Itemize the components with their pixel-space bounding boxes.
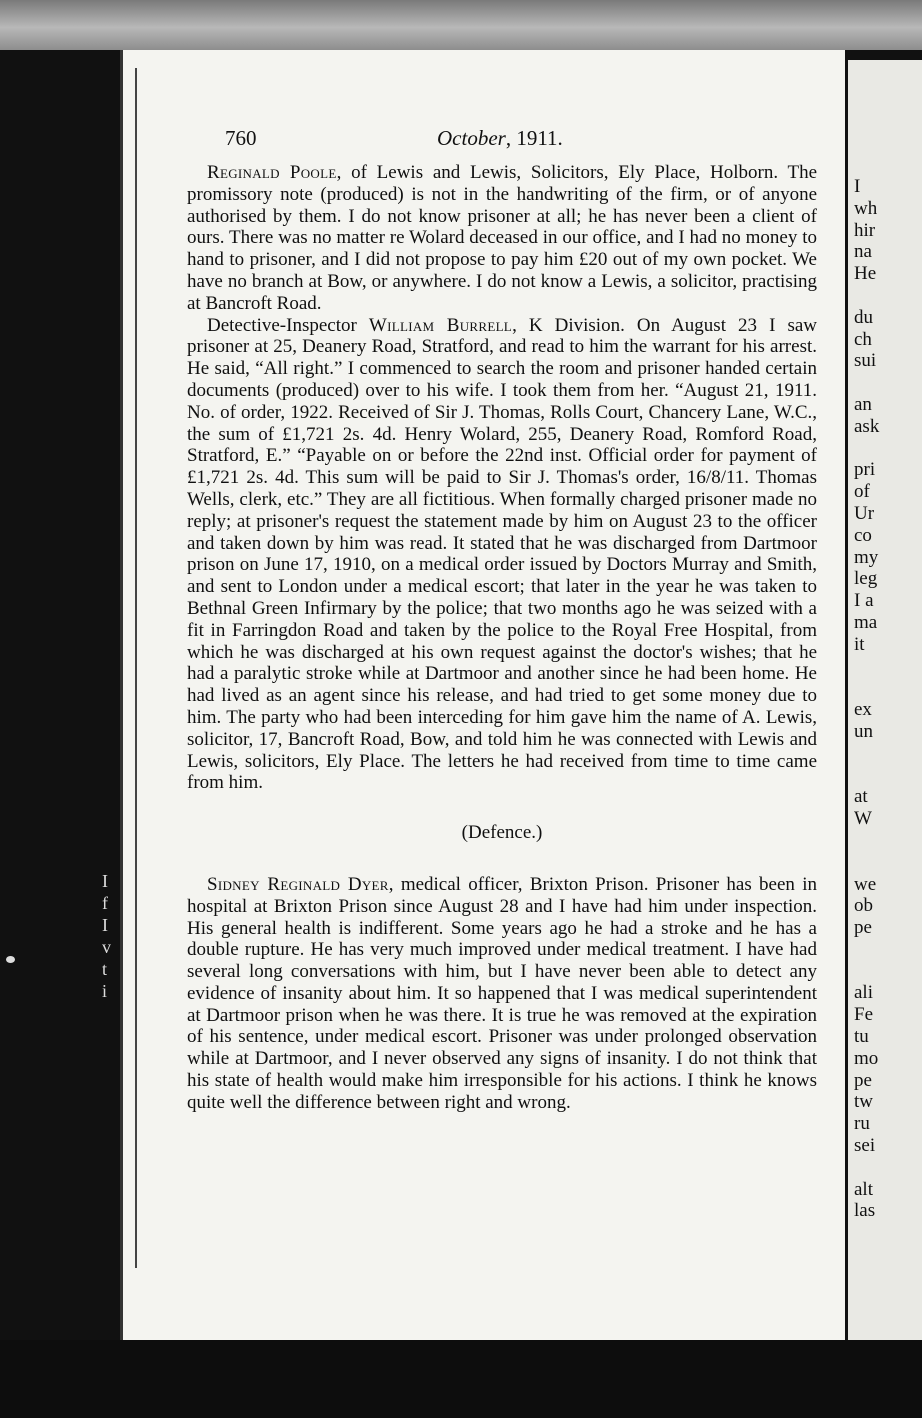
facing-page-edge	[848, 60, 922, 1340]
paragraph-text: , K Division. On August 23 I saw prisoner at 25, Deanery Road, Stratford, and read to him the warrant for his arrest. He said, “All right.” I commenced to search the room and prisoner handed certain documents (produced) over to his wife. I took them from her. “August 21, 1911. No. of order, 1922. Received of Sir J. Thomas, Rolls Court, Chancery Lane, W.C., the sum of £1,721 2s. 4d. Henry Wolard, 255, Deanery Road, Romford Road, Stratford, E.” “Payable on or before the 22nd inst. Official order for payment of £1,721 2s. 4d. This sum will be paid to Sir J. Thomas's order, 16/8/11. Thomas Wells, clerk, etc.” They are all fictitious. When formally charged prisoner made no reply; at prisoner's request the statement made by him on August 23 to the officer and taken down by him was read. It stated that he was discharged from Dartmoor prison on June 17, 1910, on a medical order issued by Doctors Murray and Smith, and sent to London under a medical escort; that later in the year he was taken to Bethnal Green Infirmary by the police; that two months ago he was seized with a fit in Farringdon Road and taken by the police to the Royal Free Hospital, from which he was discharged at his own request against the doctor's wishes; that he had a paralytic stroke while at Dartmoor and another since he had been home. He had lived as an agent since his release, and had tried to get some money due to him. The party who had been interceding for him gave him the name of A. Lewis, solicitor, 17, Bancroft Road, Bow, and told him he was connected with Lewis and Lewis, solicitors, Ely Place. The letters he had received from time to time came from him.	[187, 314, 817, 794]
page-rule-line	[135, 68, 137, 1268]
fragment: an	[854, 393, 872, 415]
fragment: alt	[854, 1178, 873, 1200]
fragment: ru	[854, 1113, 870, 1135]
fragment	[854, 830, 922, 852]
fragment	[854, 372, 922, 394]
fragment: ob	[854, 895, 873, 917]
fragment: of	[854, 481, 870, 503]
running-head	[225, 126, 745, 154]
header-date	[437, 126, 563, 151]
paragraph-text: , of Lewis and Lewis, Solicitors, Ely Place, Holborn. The promissory note (produced) is not in the handwriting of the firm, or of anyone authorised by them. I do not know prisoner at all; he has never been a client of ours. There was no matter re Wolard deceased in our office, and I had no money to hand to prisoner, and I did not propose to pay him £20 out of my own pocket. We have no branch at Bow, or anywhere. I do not know a Lewis, a solicitor, practising at Bancroft Road.	[187, 162, 817, 314]
fragment	[854, 961, 922, 983]
paragraph-burrell	[187, 315, 817, 795]
fragment: hir	[854, 219, 876, 241]
fragment	[854, 656, 922, 678]
fragment: sui	[854, 350, 877, 372]
fragment: I a	[854, 590, 874, 612]
fragment: tu	[854, 1026, 869, 1048]
fragment: las	[854, 1200, 876, 1222]
fragment: pe	[854, 917, 872, 939]
fragment: ch	[854, 328, 872, 350]
fragment	[854, 939, 922, 961]
body-text	[187, 162, 817, 1114]
paragraph-text: , medical officer, Brixton Prison. Prisoner has been in hospital at Brixton Prison since August 28 and I have had him under inspection. His general health is indifferent. Some years ago he had a stroke and he has a double rupture. He has very much improved under medical treatment. I have had several long conversations with him, but I have never been able to detect any evidence of insanity about him. It so happened that I was medical superintendent at Dartmoor prison when he was there. It is true he was removed at the expiration of his sentence, under medical escort. Prisoner was under prolonged observation while at Dartmoor, and I never observed any signs of insanity. I do not think that his state of health would make him irresponsible for his actions. I think he knows quite well the difference between right and wrong.	[187, 873, 817, 1113]
fragment	[854, 677, 922, 699]
fragment	[854, 438, 922, 460]
fragment: W	[854, 808, 872, 830]
fragment: sei	[854, 1135, 876, 1157]
fragment	[854, 765, 922, 787]
fragment	[854, 852, 922, 874]
fragment: my	[854, 546, 879, 568]
witness-name: Sidney Reginald Dyer	[207, 873, 389, 895]
fragment: co	[854, 524, 872, 546]
fragment: I	[102, 915, 108, 935]
fragment: Ur	[854, 502, 875, 524]
previous-page-fragments	[102, 870, 116, 1002]
fragment: He	[854, 263, 877, 285]
scan-background-bottom	[0, 1340, 922, 1418]
fragment	[854, 1157, 922, 1179]
witness-name: William Burrell	[368, 314, 513, 336]
fragment: I	[854, 176, 861, 197]
fragment	[854, 743, 922, 765]
fragment: it	[854, 633, 865, 655]
fragment: ma	[854, 611, 878, 633]
book-page	[120, 50, 845, 1340]
fragment: na	[854, 241, 872, 263]
fragment: ask	[854, 415, 880, 437]
fragment: ali	[854, 982, 873, 1004]
page-number: 760	[225, 126, 257, 150]
fragment: pe	[854, 1069, 872, 1091]
fragment: we	[854, 873, 877, 895]
scan-speck	[6, 956, 15, 963]
fragment: f	[102, 893, 108, 913]
paragraph-dyer	[187, 874, 817, 1114]
facing-page-fragments	[854, 176, 922, 1222]
fragment: un	[854, 720, 873, 742]
fragment: mo	[854, 1047, 879, 1069]
paragraph-poole	[187, 162, 817, 315]
fragment: du	[854, 306, 873, 328]
fragment	[854, 285, 922, 307]
header-month: October	[437, 126, 506, 150]
fragment: tw	[854, 1091, 873, 1113]
fragment: at	[854, 786, 868, 808]
section-heading: (Defence.)	[461, 822, 543, 844]
fragment: pri	[854, 459, 876, 481]
witness-rank: Detective-Inspector	[207, 314, 369, 336]
fragment: Fe	[854, 1004, 873, 1026]
header-year: , 1911.	[505, 126, 563, 150]
fragment: I	[102, 871, 108, 891]
fragment: wh	[854, 197, 878, 219]
fragment: t	[102, 959, 108, 979]
scan-background-top	[0, 0, 922, 50]
previous-page-edge	[100, 80, 116, 1290]
fragment: ex	[854, 699, 872, 721]
fragment: i	[102, 981, 108, 1001]
fragment: v	[102, 937, 111, 957]
witness-name: Reginald Poole	[207, 162, 337, 183]
fragment: leg	[854, 568, 878, 590]
